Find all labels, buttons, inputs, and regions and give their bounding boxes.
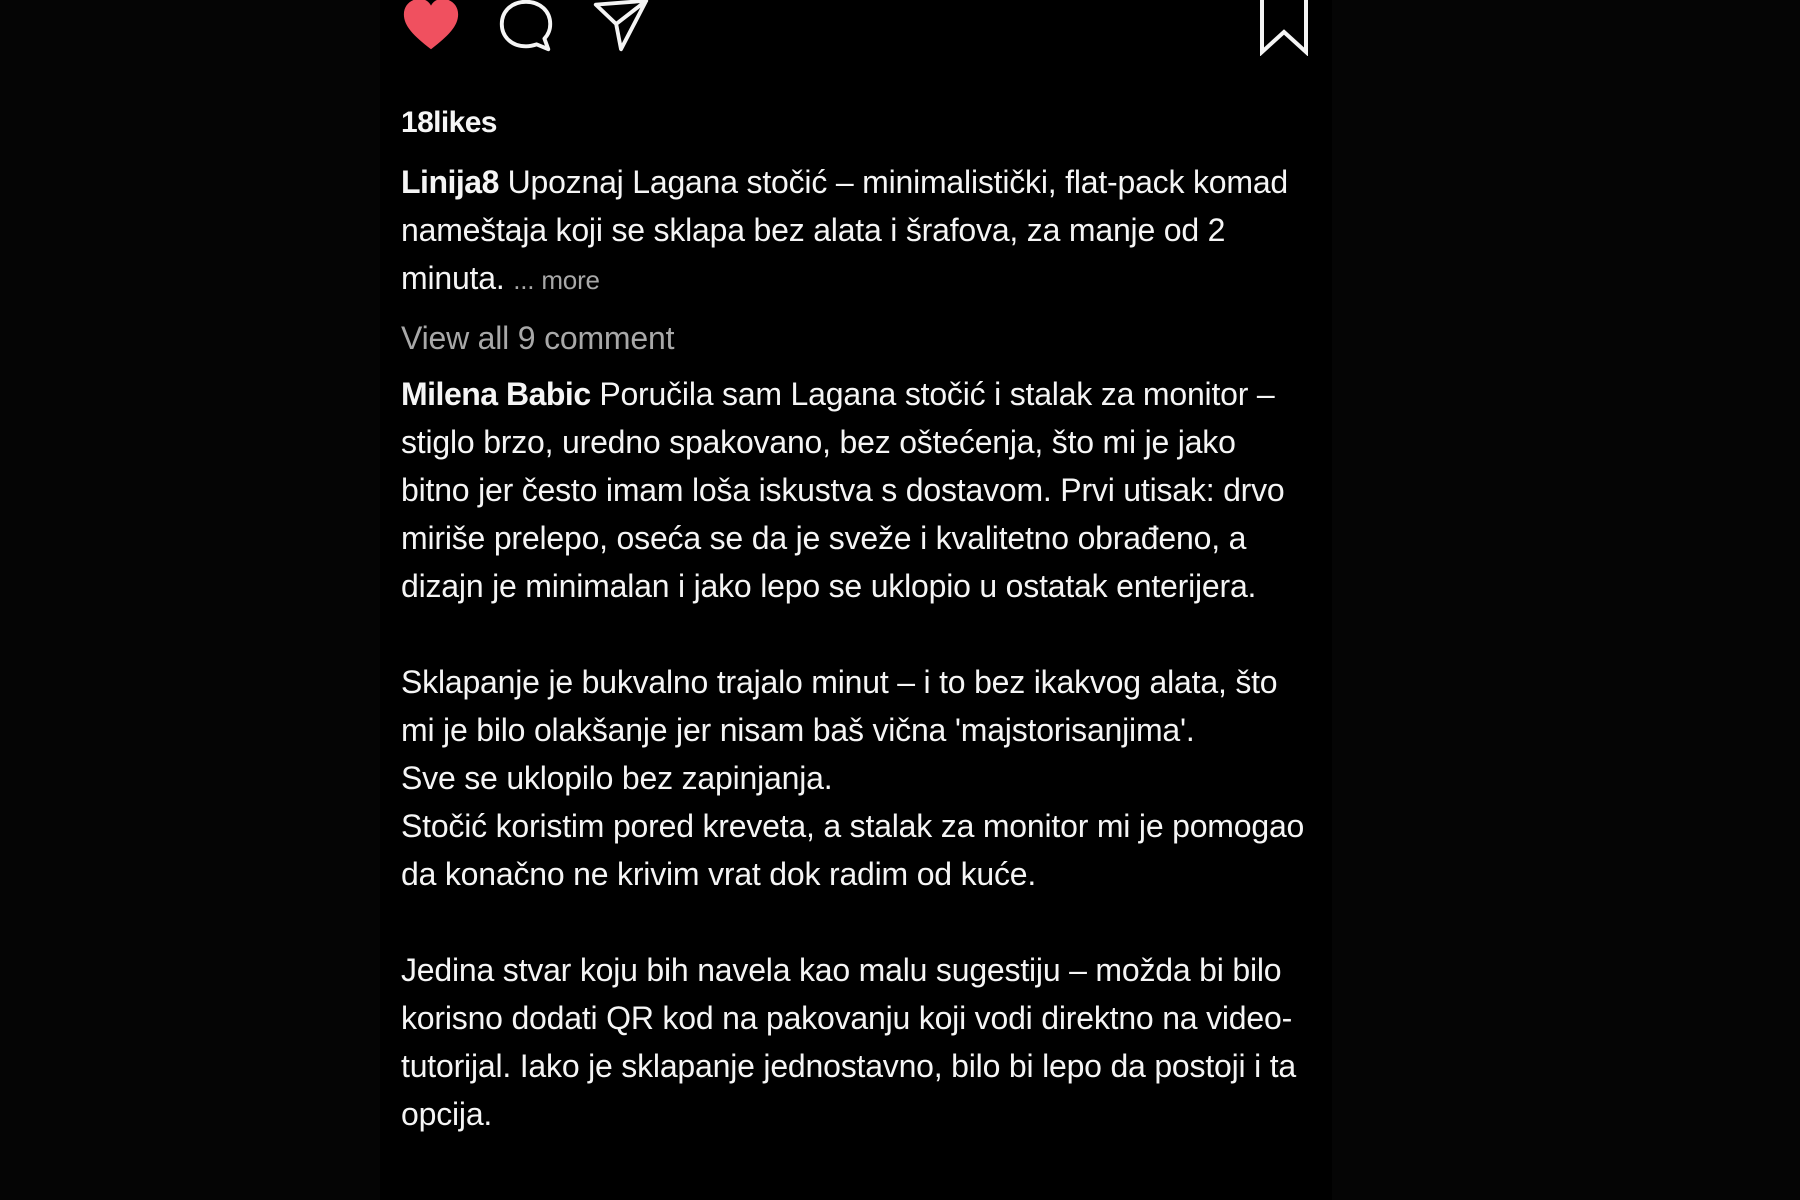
comment-paragraph-2: Sklapanje je bukvalno trajalo minut – i to bez ikakvog alata, što mi je bilo olakšanje jer nisam baš vična 'majstorisanjima'. Sve se uklopilo bez zapinjanja. Stočić koristim pored kreveta, a stalak za monitor mi je pomogao da konačno ne krivim vrat dok radim od kuće. (401, 664, 1305, 892)
speech-bubble-icon[interactable] (495, 0, 557, 54)
caption-text: Upoznaj Lagana stočić – minimalistički, flat-pack komad nameštaja koji se sklapa bez alata i šrafova, za manje od 2 minuta. (401, 164, 1289, 296)
comment (401, 370, 1306, 1138)
post-caption (401, 158, 1306, 304)
post-panel (380, 0, 1332, 1200)
heart-filled-icon[interactable] (400, 0, 462, 54)
comment-paragraph-3: Jedina stvar koju bih navela kao malu sugestiju – možda bi bilo korisno dodati QR kod na pakovanju koji vodi direktno na video-tutorijal. Iako je sklapanje jednostavno, bilo bi lepo da postoji i ta opcija. (401, 952, 1297, 1132)
comment-paragraph-1-text: Poručila sam Lagana stočić i stalak za monitor – stiglo brzo, uredno spakovano, bez oštećenja, što mi je jako bitno jer često imam loša iskustva s dostavom. Prvi utisak: drvo miriše prelepo, oseća se da je sveže i kvalitetno obrađeno, a dizajn je minimalan i jako lepo se uklopio u ostatak enterijera. (401, 376, 1285, 604)
comment-paragraph-1 (401, 370, 1306, 610)
caption-username[interactable]: Linija8 (401, 164, 499, 200)
more-link[interactable]: ... more (513, 265, 600, 295)
paragraph-gap (401, 898, 1306, 946)
post-actions-bar (400, 0, 1312, 60)
bookmark-icon[interactable] (1256, 0, 1312, 56)
paragraph-gap (401, 610, 1306, 658)
paper-plane-icon[interactable] (590, 0, 652, 54)
likes-count[interactable]: 18likes (401, 106, 497, 139)
post-text-section (401, 100, 1306, 1138)
comment-username[interactable]: Milena Babic (401, 376, 591, 412)
view-all-comments-link[interactable]: View all 9 comment (401, 320, 675, 356)
